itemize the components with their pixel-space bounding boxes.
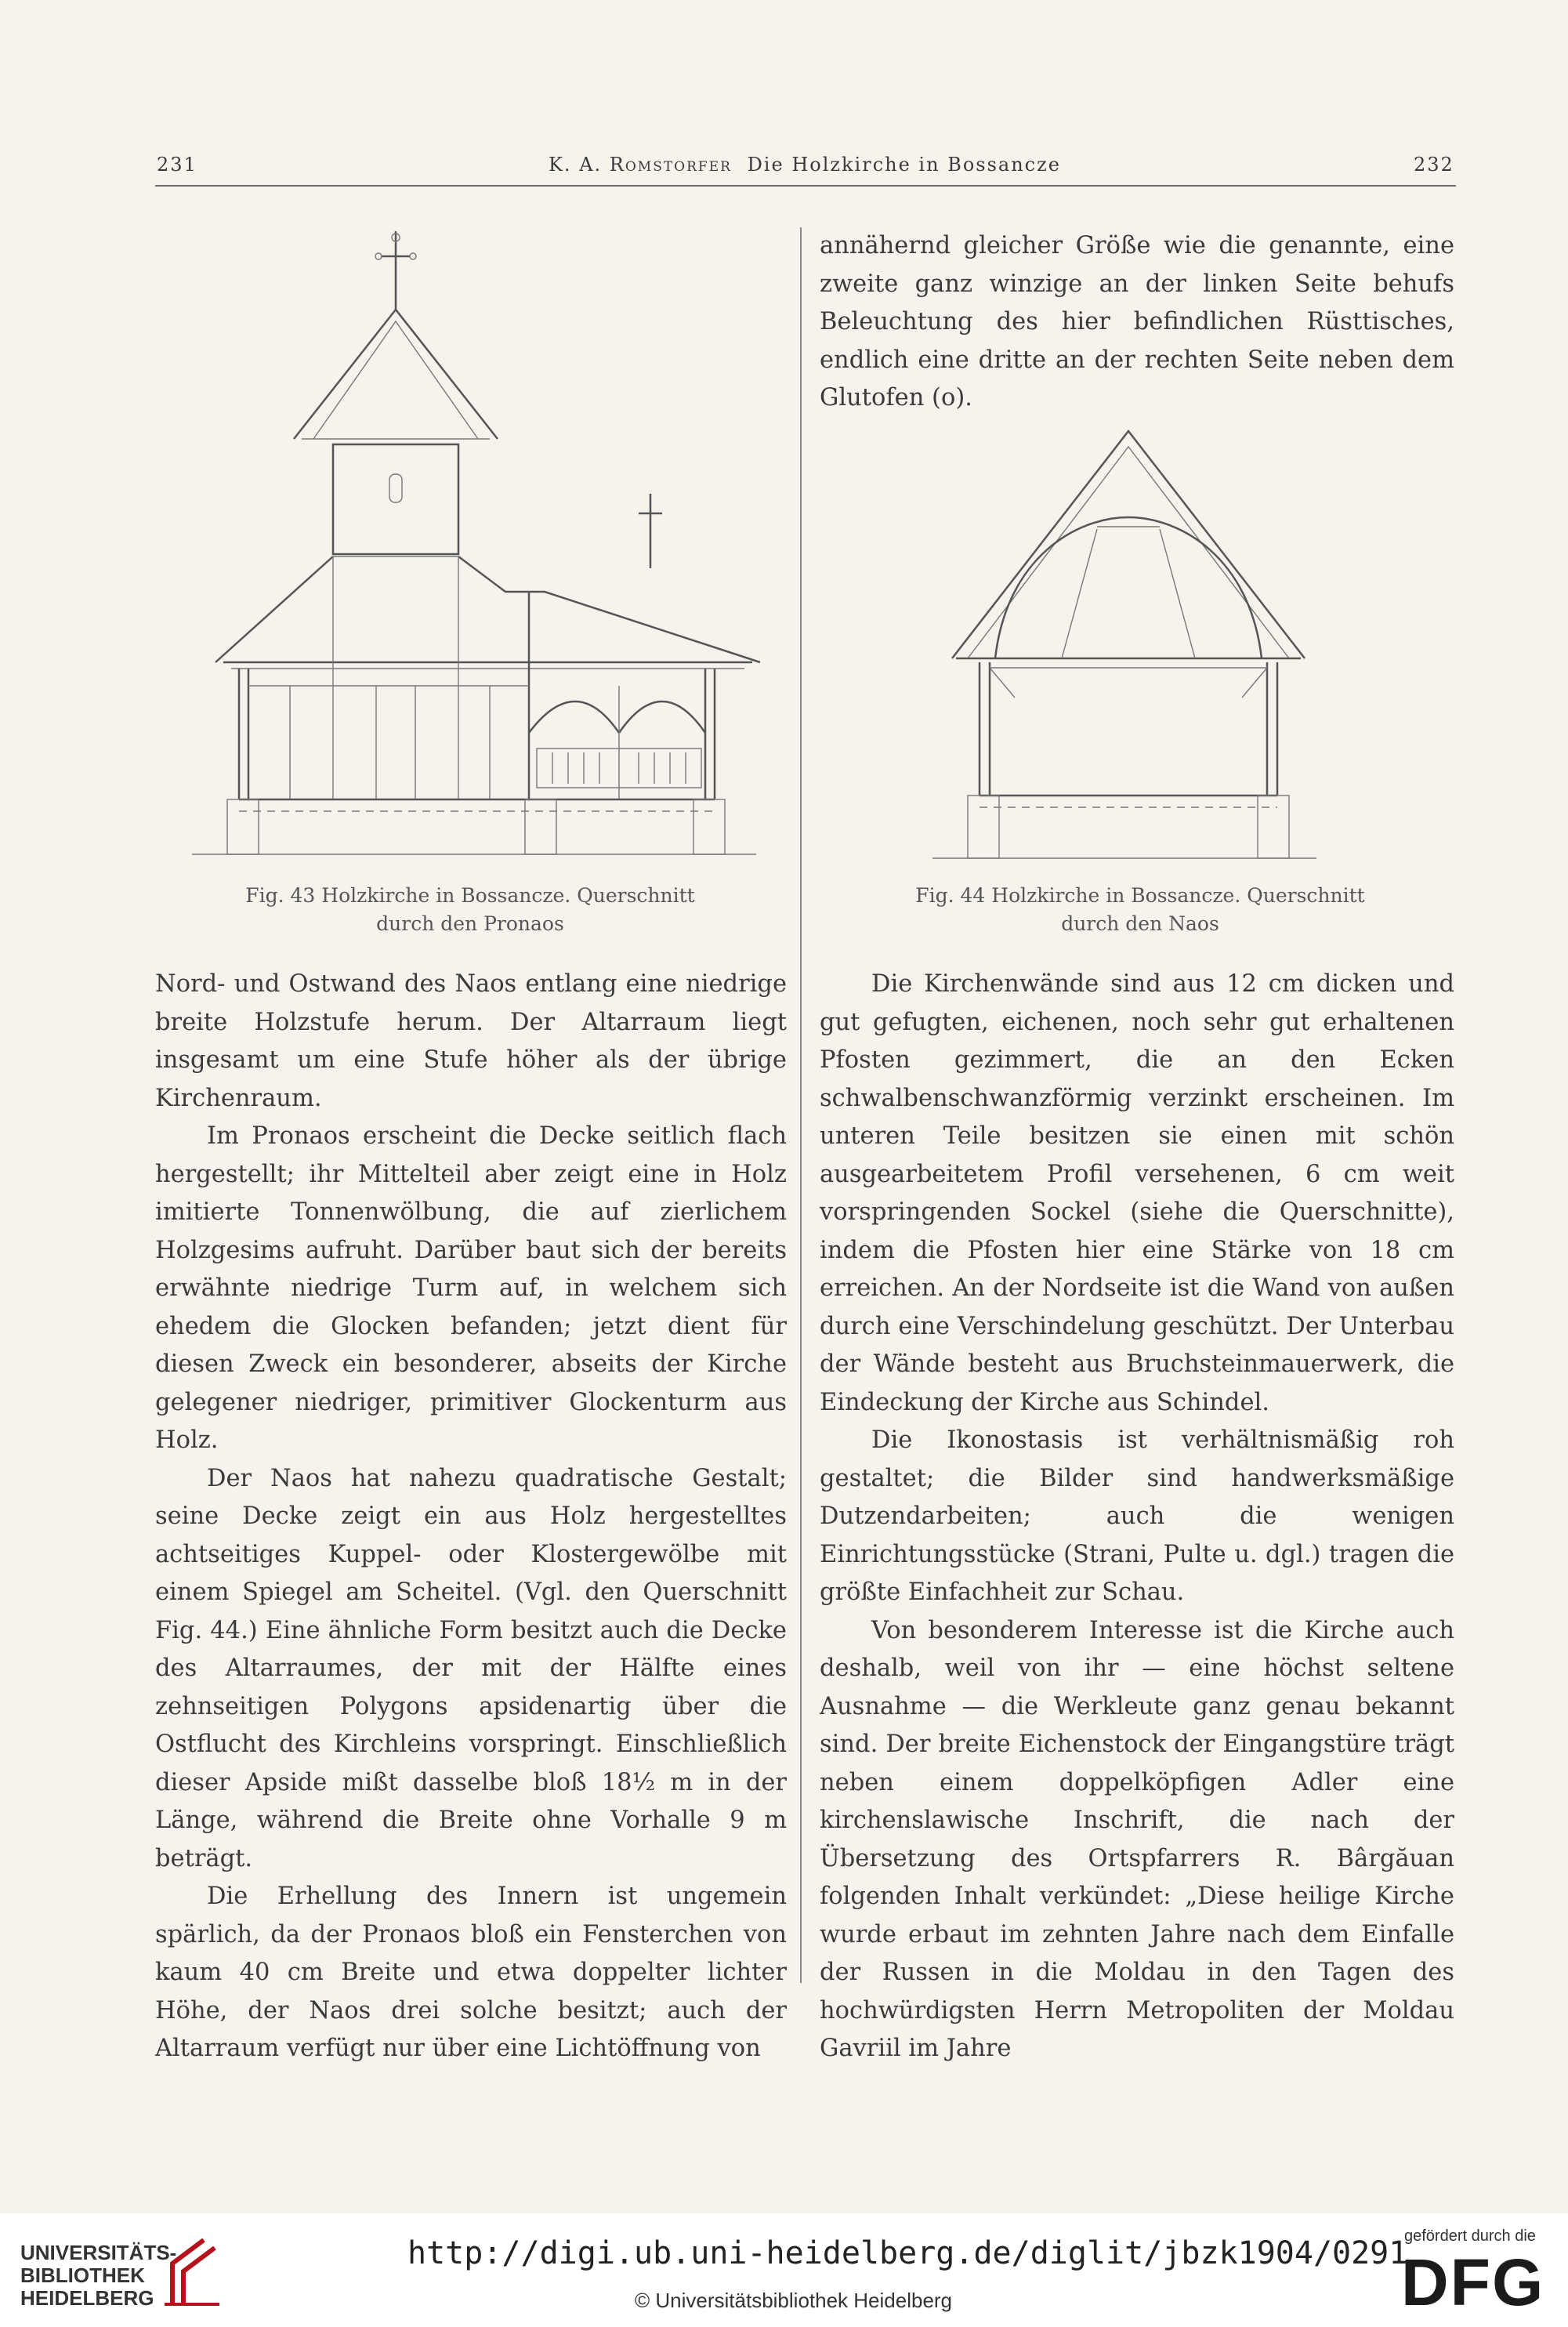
dfg-logo: DFG	[1401, 2245, 1545, 2319]
figure-44-caption-line2: durch den Naos	[1061, 912, 1219, 935]
figure-44-caption	[842, 882, 1438, 938]
right-paragraph-2: Die Ikonostasis ist verhältnismäßig roh gestaltet; die Bilder sind handwerksmäßige Dutzendarbeiten; auch die wenigen Einrichtungsstücke (Strani, Pulte u. dgl.) tragen die größte Einfachheit zur Schau.	[820, 1426, 1454, 1606]
figure-44-drawing	[921, 423, 1328, 882]
author-name: K. A. Romstorfer	[549, 154, 732, 176]
cross-section-pronaos	[176, 223, 772, 866]
left-column-text	[155, 966, 787, 2068]
library-line-2: BIBLIOTHEK	[20, 2264, 145, 2287]
header-rule	[155, 185, 1456, 187]
permalink-url[interactable]: http://digi.ub.uni-heidelberg.de/diglit/jbzk1904/0291	[407, 2235, 1408, 2271]
figure-44-caption-line1: Fig. 44 Holzkirche in Bossancze. Querschnitt	[915, 884, 1365, 907]
right-top-paragraph: annähernd gleicher Größe wie die genannte, eine zweite ganz winzige an der linken Seite behufs Beleuchtung des hier befindlichen Rüsttisches, endlich eine dritte an der rechten Seite neben dem Glutofen (o).	[820, 232, 1454, 411]
left-paragraph-3: Der Naos hat nahezu quadratische Gestalt; seine Decke zeigt ein aus Holz hergestelltes achtseitiges Kuppel- oder Klostergewölbe mit einem Spiegel am Scheitel. (Vgl. den Querschnitt Fig. 44.) Eine ähnliche Form besitzt auch die Decke des Altarraumes, der mit der Hälfte eines zehnseitigen Polygons apsidenartig über die Ostflucht des Kirchleins vorspringt. Einschließlich dieser Apside mißt dasselbe bloß 18½ m in der Länge, während die Breite ohne Vorhalle 9 m beträgt.	[155, 1464, 787, 1872]
left-paragraph-1: Nord- und Ostwand des Naos entlang eine niedrige breite Holzstufe herum. Der Altarraum liegt insgesamt um eine Stufe höher als der übrige Kirchenraum.	[155, 970, 787, 1112]
figure-43-caption	[180, 882, 760, 938]
right-paragraph-1: Die Kirchenwände sind aus 12 cm dicken und gut gefugten, eichenen, noch sehr gut erhaltenen Pfosten gezimmert, die an den Ecken schwalbenschwanzförmig verzinkt erscheinen. Im unteren Teile besitzen sie einen mit schön ausgearbeitetem Profil versehenen, 6 cm weit vorspringenden Sockel (siehe die Querschnitte), indem die Pfosten hier eine Stärke von 18 cm erreichen. An der Nordseite ist die Wand von außen durch eine Verschindelung geschützt. Der Unterbau der Wände besteht aus Bruchsteinmauerwerk, die Eindeckung der Kirche aus Schindel.	[820, 970, 1454, 1416]
library-line-1: UNIVERSITÄTS-	[20, 2241, 177, 2264]
footer-bar	[0, 2213, 1568, 2327]
article-title: Die Holzkirche in Bossancze	[747, 154, 1061, 176]
column-divider	[800, 227, 802, 1983]
right-column-text	[820, 966, 1454, 2068]
page-number-left: 231	[157, 154, 197, 176]
library-name	[20, 2242, 176, 2310]
left-paragraph-2: Im Pronaos erscheint die Decke seitlich flach hergestellt; ihr Mittelteil aber zeigt eine in Holz imitierte Tonnenwölbung, die auf zierlichem Holzgesims aufruht. Darüber baut sich der bereits erwähnte niedrige Turm auf, in welchem sich ehedem die Glocken befanden; jetzt dient für diesen Zweck ein besonderer, abseits der Kirche gelegener niedriger, primitiver Glockenturm aus Holz.	[155, 1122, 787, 1454]
right-column-top-text	[820, 227, 1454, 418]
figure-43-drawing	[176, 223, 772, 870]
funding-note: gefördert durch die	[1404, 2227, 1536, 2245]
left-paragraph-4: Die Erhellung des Innern ist ungemein spärlich, da der Pronaos bloß ein Fensterchen von kaum 40 cm Breite und etwa doppelter lichter Höhe, der Naos drei solche besitzt; auch der Altarraum verfügt nur über eine Lichtöffnung von	[155, 1883, 787, 2062]
library-line-3: HEIDELBERG	[20, 2286, 154, 2310]
cross-section-naos	[921, 423, 1328, 878]
page-number-right: 232	[1414, 154, 1454, 176]
figure-43-caption-line1: Fig. 43 Holzkirche in Bossancze. Querschnitt	[245, 884, 695, 907]
figure-43-caption-line2: durch den Pronaos	[376, 912, 564, 935]
copyright-notice: © Universitätsbibliothek Heidelberg	[635, 2289, 953, 2312]
right-paragraph-3: Von besonderem Interesse ist die Kirche auch deshalb, weil von ihr — eine höchst seltene Ausnahme — die Werkleute ganz genau bekannt sind. Der breite Eichenstock der Eingangstüre trägt neben einem doppelköpfigen Adler eine kirchenslawische Inschrift, die nach der Übersetzung des Ortspfarrers R. Bârgăuan folgenden Inhalt verkündet: „Diese heilige Kirche wurde erbaut im zehnten Jahre nach dem Einfalle der Russen in die Moldau in den Tagen des hochwürdigsten Herrn Metropoliten der Moldau Gavriil im Jahre	[820, 1616, 1454, 2062]
library-logo-icon	[157, 2232, 227, 2311]
running-title	[549, 154, 1061, 176]
